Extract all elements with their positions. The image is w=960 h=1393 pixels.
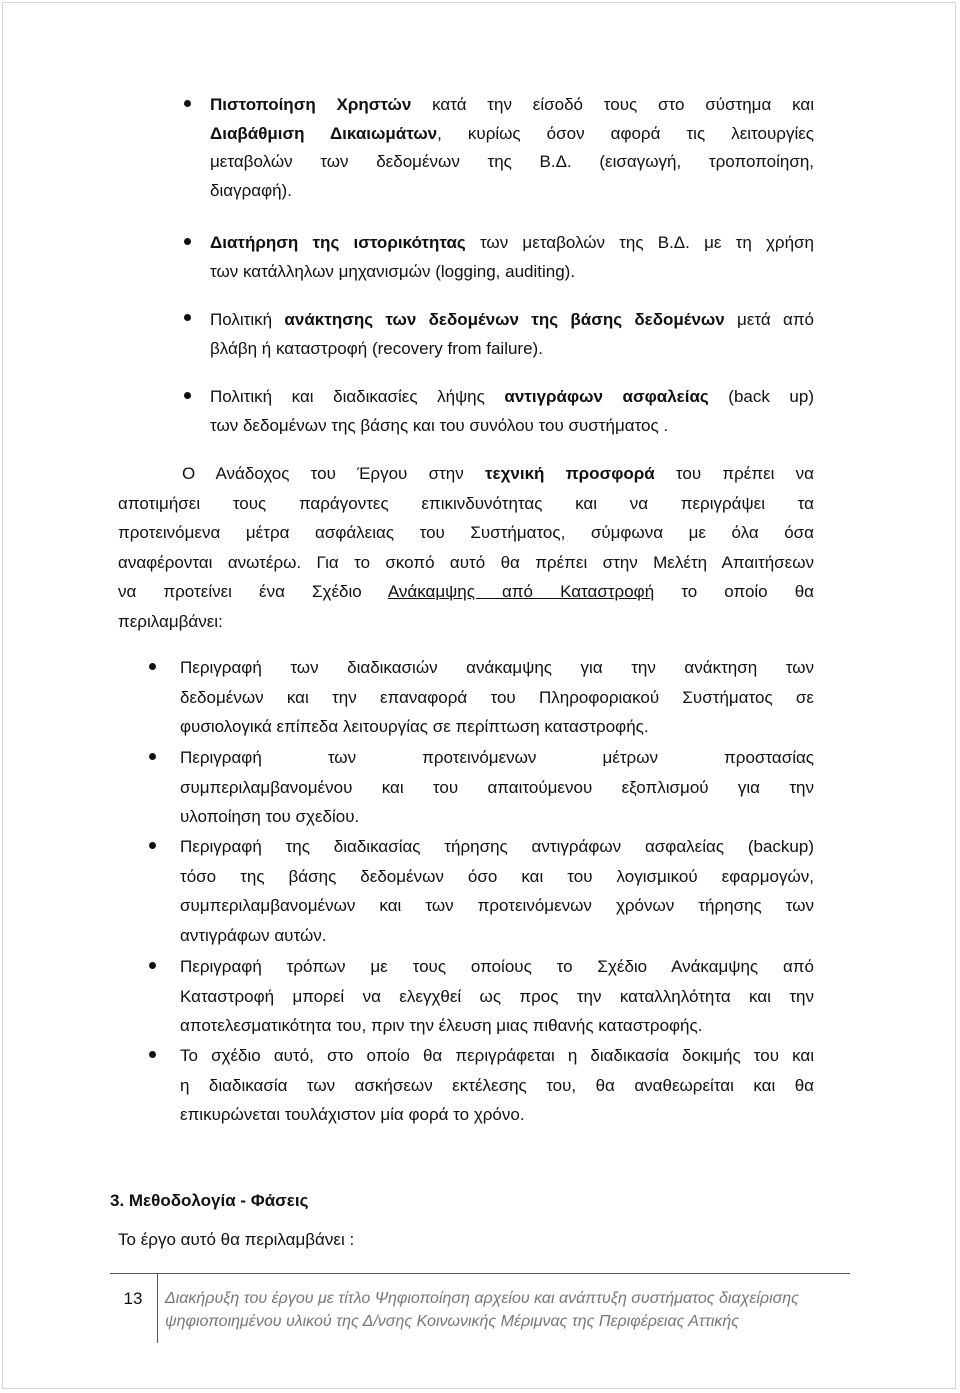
bullet-icon: [184, 238, 191, 245]
list-item: [180, 832, 814, 950]
text-line: [180, 743, 814, 773]
text-line: [180, 1011, 814, 1041]
text-run: φυσιολογικά επίπεδα λειτουργίας σε περίπτωση καταστροφής.: [180, 717, 649, 736]
bullet-icon: [149, 663, 156, 670]
text-line: [210, 229, 814, 258]
text-line: [180, 891, 814, 921]
text-line: [118, 607, 814, 637]
text-run: περιλαμβάνει:: [118, 611, 223, 631]
text-line: [118, 577, 814, 607]
text-run: μεταβολών των δεδομένων της Β.Δ. (εισαγωγή, τροποποίηση,: [210, 152, 814, 171]
text-run: αποτελεσματικότητα του, πριν την έλευση μιας πιθανής καταστροφής.: [180, 1016, 703, 1035]
text-line: [210, 120, 814, 149]
bullet-icon: [184, 392, 191, 399]
footer-line-1: Διακήρυξη του έργου με τίτλο Ψηφιοποίηση αρχείου και ανάπτυξη συστήματος διαχείρισης: [165, 1290, 799, 1307]
text-line: [210, 148, 814, 177]
text-run: Περιγραφή των διαδικασιών ανάκαμψης για την ανάκτηση των: [180, 658, 814, 677]
text-line: [118, 459, 814, 489]
text-run: τόσο της βάσης δεδομένων όσο και του λογισμικού εφαρμογών,: [180, 866, 814, 886]
footer-line-2: ψηφιοποιημένου υλικού της Δ/νσης Κοινωνικής Μέριμνας της Περιφέρειας Αττικής: [165, 1313, 740, 1330]
text-run: Ο Ανάδοχος του Έργου στην: [182, 464, 485, 483]
text-line: [180, 802, 814, 832]
contractor-paragraph: [118, 459, 814, 637]
text-line: [180, 982, 814, 1012]
text-run: συμπεριλαμβανομένων και των προτεινόμενων χρόνων τήρησης των: [180, 896, 814, 915]
list-item: [180, 653, 814, 742]
bold-text: Διατήρηση της ιστορικότητας: [210, 233, 466, 252]
bold-text: τεχνική προσφορά: [484, 464, 655, 483]
text-line: [210, 382, 814, 411]
underlined-text: Ανάκαμψης από Καταστροφή: [387, 582, 655, 602]
text-line: [180, 712, 814, 742]
text-run: Καταστροφή μπορεί να ελεγχθεί ως προς την καταλληλότητα και την: [180, 986, 814, 1006]
text-run: βλάβη ή καταστροφή (recovery from failure).: [210, 339, 543, 358]
footer-divider: [157, 1273, 158, 1343]
text-line: [180, 832, 814, 862]
text-run: μετά από: [724, 310, 815, 329]
text-run: υλοποίηση του σχεδίου.: [180, 807, 360, 826]
bold-text: Διαβάθμιση Δικαιωμάτων: [210, 123, 438, 143]
text-run: συμπεριλαμβανομένου και του απαιτούμενου εξοπλισμού για την: [180, 777, 814, 797]
list-item: [180, 1041, 814, 1130]
text-run: , κυρίως όσον αφορά τις λειτουργίες: [437, 123, 814, 143]
text-line: [180, 683, 814, 713]
text-run: αντιγράφων αυτών.: [180, 925, 327, 945]
text-line: [210, 91, 814, 120]
bold-text: ανάκτησης των δεδομένων της βάσης δεδομένων: [284, 310, 725, 329]
text-run: των κατάλληλων μηχανισμών (logging, auditing).: [210, 261, 576, 281]
text-line: [180, 1100, 814, 1130]
text-line: [118, 489, 814, 519]
text-run: δεδομένων και την επαναφορά του Πληροφοριακού Συστήματος σε: [180, 687, 814, 707]
text-run: η διαδικασία των ασκήσεων εκτέλεσης του, θα αναθεωρείται και θα: [180, 1075, 814, 1095]
text-line: [180, 1071, 814, 1101]
text-line: [210, 258, 814, 287]
text-run: Περιγραφή των προτεινόμενων μέτρων προστασίας: [180, 748, 814, 767]
text-line: [180, 921, 814, 951]
text-run: αναφέρονται ανωτέρω. Για το σκοπό αυτό θα πρέπει στην Μελέτη Απαιτήσεων: [118, 552, 814, 572]
text-run: Περιγραφή της διαδικασίας τήρησης αντιγράφων ασφαλείας (backup): [180, 837, 814, 856]
text-line: [210, 177, 814, 206]
text-line: [180, 862, 814, 892]
text-run: επικυρώνεται τουλάχιστον μία φορά το χρόνο.: [180, 1105, 525, 1124]
text-run: Πολιτική: [210, 310, 285, 329]
list-item: [210, 382, 814, 440]
text-line: [210, 305, 814, 334]
list-item: [210, 305, 814, 363]
bullet-icon: [149, 962, 156, 969]
text-run: να προτείνει ένα Σχέδιο: [118, 582, 388, 602]
bullet-icon: [149, 842, 156, 849]
text-line: [180, 653, 814, 683]
text-run: των δεδομένων της βάσης και του συνόλου του συστήματος .: [210, 416, 669, 435]
section-heading: 3. Μεθοδολογία - Φάσεις: [110, 1191, 309, 1210]
section-intro: Το έργο αυτό θα περιλαμβάνει :: [118, 1230, 355, 1249]
text-run: το οποίο θα: [654, 582, 814, 602]
footer-rule: [110, 1273, 850, 1274]
text-run: Πολιτική και διαδικασίες λήψης: [210, 387, 505, 406]
bullet-icon: [184, 100, 191, 107]
footer-text: [165, 1287, 845, 1333]
bullet-icon: [184, 314, 191, 321]
text-line: [180, 952, 814, 982]
text-line: [118, 548, 814, 578]
text-line: [118, 518, 814, 548]
text-run: κατά την είσοδό τους στο σύστημα και: [411, 95, 814, 114]
text-run: αποτιμήσει τους παράγοντες επικινδυνότητας και να περιγράψει τα: [118, 493, 814, 513]
page-number: 13: [123, 1289, 143, 1308]
list-item: [210, 229, 814, 286]
text-line: [210, 411, 814, 440]
text-run: προτεινόμενα μέτρα ασφάλειας του Συστήματος, σύμφωνα με όλα όσα: [118, 523, 814, 543]
list-item: [180, 743, 814, 832]
text-line: [210, 334, 814, 363]
text-run: Το σχέδιο αυτό, στο οποίο θα περιγράφεται η διαδικασία δοκιμής του και: [180, 1046, 814, 1065]
bold-text: Πιστοποίηση Χρηστών: [210, 95, 412, 114]
list-item: [180, 952, 814, 1041]
text-run: του πρέπει να: [654, 464, 814, 483]
text-line: [180, 1041, 814, 1071]
bullet-icon: [149, 753, 156, 760]
bold-text: αντιγράφων ασφαλείας: [504, 387, 709, 406]
text-run: διαγραφή).: [210, 180, 292, 200]
text-run: Περιγραφή τρόπων με τους οποίους το Σχέδιο Ανάκαμψης από: [180, 957, 814, 976]
bullet-icon: [149, 1051, 156, 1058]
list-item: [210, 91, 814, 205]
text-line: [180, 773, 814, 803]
text-run: (back up): [708, 387, 814, 406]
text-run: των μεταβολών της Β.Δ. με τη χρήση: [465, 233, 814, 252]
